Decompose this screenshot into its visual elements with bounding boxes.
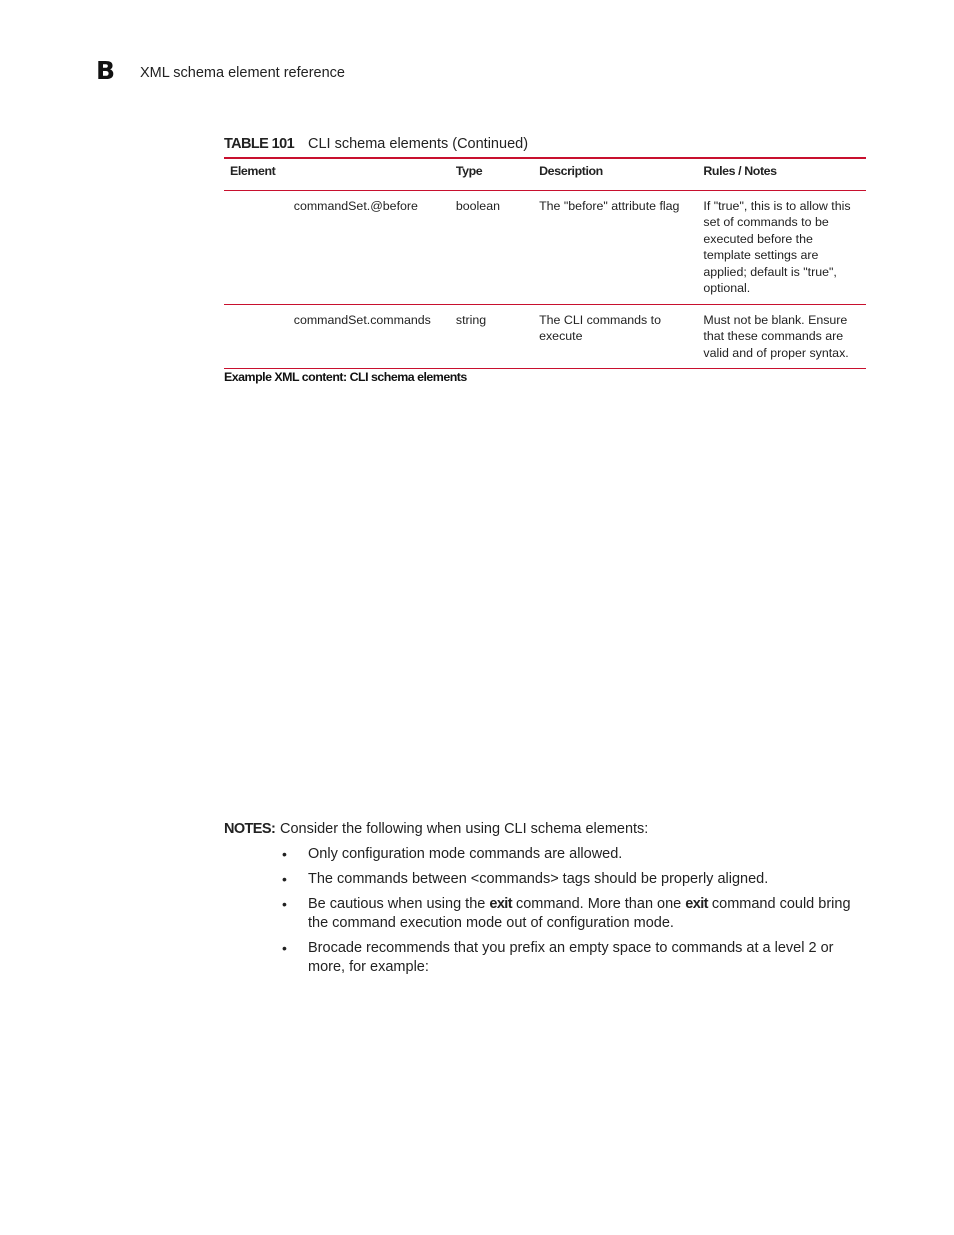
example-heading: Example XML content: CLI schema elements bbox=[224, 370, 467, 384]
table-row bbox=[224, 190, 866, 304]
exit-keyword: exit bbox=[685, 896, 708, 912]
column-header-rules: Rules / Notes bbox=[697, 158, 866, 190]
chapter-letter: B bbox=[96, 56, 116, 85]
cell-element bbox=[224, 190, 288, 304]
column-header-element: Element bbox=[224, 158, 450, 190]
cell-sub-element: commandSet.@before bbox=[288, 190, 450, 304]
cell-rules: Must not be blank. Ensure that these commands are valid and of proper syntax. bbox=[697, 304, 866, 369]
notes-intro: Consider the following when using CLI schema elements: bbox=[280, 821, 649, 837]
bullet-icon: • bbox=[282, 871, 287, 887]
note-text: Only configuration mode commands are allowed. bbox=[308, 846, 623, 862]
table-caption bbox=[224, 136, 528, 152]
bullet-icon: • bbox=[282, 940, 287, 956]
cell-description: The CLI commands to execute bbox=[533, 304, 697, 369]
list-item bbox=[282, 845, 869, 864]
note-text: Brocade recommends that you prefix an empty space to commands at a level 2 or more, for example: bbox=[308, 940, 834, 975]
cli-schema-table bbox=[224, 157, 866, 369]
notes-label: NOTES: bbox=[224, 821, 276, 837]
running-header-title: XML schema element reference bbox=[140, 65, 345, 81]
cell-type: boolean bbox=[450, 190, 533, 304]
notes-intro-line bbox=[224, 821, 869, 837]
notes-list bbox=[224, 845, 869, 977]
note-text: The commands between <commands> tags should be properly aligned. bbox=[308, 871, 769, 887]
column-header-description: Description bbox=[533, 158, 697, 190]
table-row bbox=[224, 304, 866, 369]
list-item bbox=[282, 895, 869, 933]
list-item bbox=[282, 939, 869, 977]
exit-keyword: exit bbox=[489, 896, 512, 912]
note-text-post: command could bring the command execution mode out of configuration mode. bbox=[308, 896, 851, 931]
bullet-icon: • bbox=[282, 896, 287, 912]
list-item bbox=[282, 870, 869, 889]
notes-section bbox=[224, 821, 869, 983]
note-text-pre: Be cautious when using the bbox=[308, 896, 490, 912]
table-header-row bbox=[224, 158, 866, 190]
cell-rules: If "true", this is to allow this set of commands to be executed before the template settings are applied; default is "true", optional. bbox=[697, 190, 866, 304]
table-caption-text: CLI schema elements (Continued) bbox=[308, 136, 529, 152]
cell-type: string bbox=[450, 304, 533, 369]
cell-element bbox=[224, 304, 288, 369]
cell-sub-element: commandSet.commands bbox=[288, 304, 450, 369]
cell-description: The "before" attribute flag bbox=[533, 190, 697, 304]
table-number: TABLE 101 bbox=[224, 136, 295, 152]
column-header-type: Type bbox=[450, 158, 533, 190]
note-text-mid: command. More than one bbox=[511, 896, 686, 912]
bullet-icon: • bbox=[282, 846, 287, 862]
